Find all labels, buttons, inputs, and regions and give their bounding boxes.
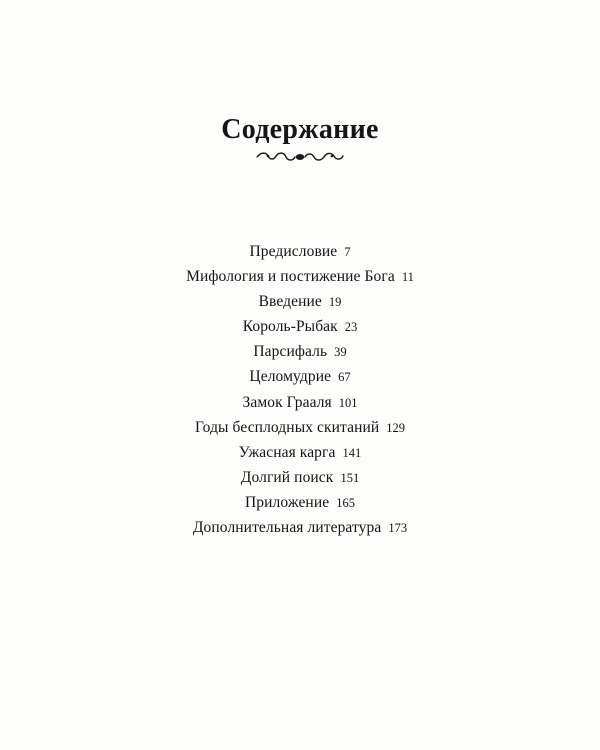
toc-entry (0, 364, 600, 389)
toc-entry-page-number: 7 (344, 245, 351, 259)
toc-entry-title: Король-Рыбак (242, 318, 338, 336)
toc-entry-title: Дополнительная литература (192, 519, 382, 537)
toc-entry-title: Долгий поиск (240, 468, 334, 486)
toc-entry-title: Ужасная карга (238, 443, 336, 461)
toc-entry-title: Замок Грааля (242, 393, 332, 411)
toc-entry (0, 490, 600, 515)
toc-entry (0, 239, 600, 264)
toc-entry-page-number: 141 (342, 445, 362, 460)
toc-entry-page-number: 39 (334, 345, 347, 360)
toc-entry-page-number: 101 (338, 395, 358, 410)
toc-entry-page-number: 19 (328, 295, 342, 310)
toc-entry-title: Парсифаль (253, 343, 328, 361)
toc-entry-title: Целомудрие (249, 368, 332, 386)
toc-entry (0, 314, 600, 339)
toc-entry (0, 515, 600, 540)
page-title: Содержание (221, 114, 379, 145)
table-of-contents (0, 239, 600, 540)
toc-entry-title: Введение (258, 293, 322, 311)
toc-entry-title: Предисловие (249, 243, 338, 260)
toc-entry (0, 390, 600, 415)
toc-entry (0, 264, 600, 289)
toc-entry-page-number: 151 (340, 470, 360, 485)
toc-entry-page-number: 11 (401, 270, 414, 285)
decorative-swirl-icon (255, 150, 345, 164)
toc-entry-title: Годы бесплодных скитаний (194, 418, 380, 436)
toc-entry (0, 289, 600, 314)
toc-entry-page-number: 165 (336, 495, 355, 510)
toc-entry-page-number: 23 (344, 320, 358, 335)
toc-entry (0, 339, 600, 364)
toc-entry (0, 465, 600, 490)
toc-entry-title: Приложение (245, 493, 330, 511)
toc-entry-title: Мифология и постижение Бога (186, 268, 395, 286)
toc-entry-page-number: 129 (386, 420, 406, 435)
toc-entry-page-number: 173 (388, 521, 408, 536)
toc-entry (0, 440, 600, 465)
toc-entry-page-number: 67 (338, 370, 351, 385)
toc-entry (0, 415, 600, 440)
